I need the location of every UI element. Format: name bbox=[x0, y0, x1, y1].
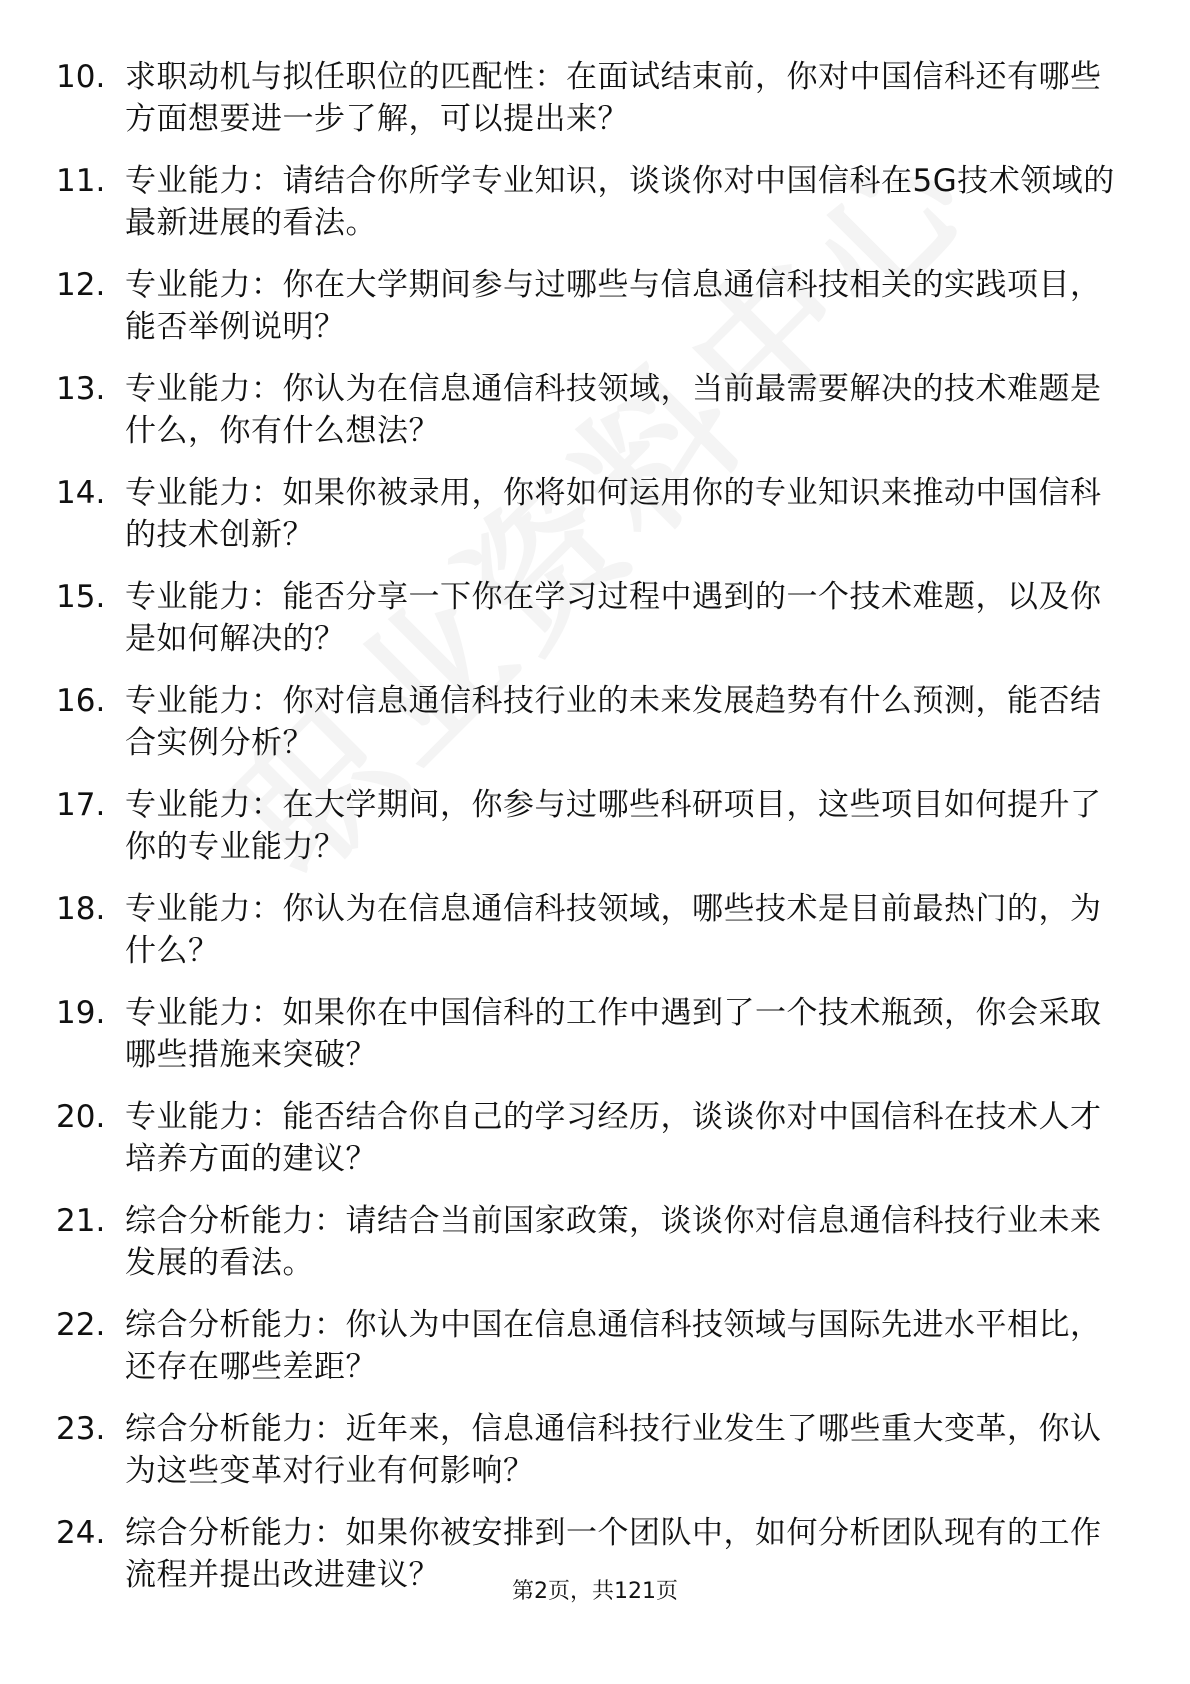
question-item bbox=[0, 888, 1190, 992]
question-item bbox=[0, 1408, 1190, 1512]
question-text: 综合分析能力：如果你被安排到一个团队中，如何分析团队现有的工作流程并提出改进建议？ bbox=[125, 1515, 1102, 1593]
question-text: 专业能力：你在大学期间参与过哪些与信息通信科技相关的实践项目，能否举例说明？ bbox=[125, 267, 1102, 345]
question-number: 22. bbox=[56, 1307, 106, 1343]
question-number: 13. bbox=[56, 371, 106, 407]
question-text: 专业能力：能否分享一下你在学习过程中遇到的一个技术难题，以及你是如何解决的？ bbox=[125, 579, 1102, 657]
page-footer: 第2页，共121页 bbox=[512, 1579, 678, 1604]
question-number: 12. bbox=[56, 267, 106, 303]
question-text: 专业能力：如果你在中国信科的工作中遇到了一个技术瓶颈，你会采取哪些措施来突破？ bbox=[125, 995, 1102, 1073]
question-number: 11. bbox=[56, 163, 106, 199]
question-item bbox=[0, 264, 1190, 368]
question-item bbox=[0, 472, 1190, 576]
question-item bbox=[0, 56, 1190, 160]
question-item bbox=[0, 368, 1190, 472]
question-item bbox=[0, 160, 1190, 264]
question-item bbox=[0, 1200, 1190, 1304]
question-text: 专业能力：你认为在信息通信科技领域，当前最需要解决的技术难题是什么，你有什么想法？ bbox=[125, 371, 1102, 449]
question-text: 综合分析能力：近年来，信息通信科技行业发生了哪些重大变革，你认为这些变革对行业有何影响？ bbox=[125, 1411, 1102, 1489]
question-item bbox=[0, 576, 1190, 680]
question-item bbox=[0, 992, 1190, 1096]
question-item bbox=[0, 784, 1190, 888]
question-list bbox=[0, 56, 1190, 1616]
question-number: 23. bbox=[56, 1411, 106, 1447]
question-text: 专业能力：能否结合你自己的学习经历，谈谈你对中国信科在技术人才培养方面的建议？ bbox=[125, 1099, 1102, 1177]
question-text: 专业能力：请结合你所学专业知识，谈谈你对中国信科在5G技术领域的最新进展的看法。 bbox=[125, 163, 1115, 241]
question-text: 综合分析能力：你认为中国在信息通信科技领域与国际先进水平相比，还存在哪些差距？ bbox=[125, 1307, 1102, 1385]
question-text: 求职动机与拟任职位的匹配性：在面试结束前，你对中国信科还有哪些方面想要进一步了解，可以提出来？ bbox=[125, 59, 1102, 137]
question-number: 15. bbox=[56, 579, 106, 615]
question-text: 专业能力：在大学期间，你参与过哪些科研项目，这些项目如何提升了你的专业能力？ bbox=[125, 787, 1102, 865]
question-number: 10. bbox=[56, 59, 106, 95]
question-item bbox=[0, 1096, 1190, 1200]
question-text: 专业能力：你对信息通信科技行业的未来发展趋势有什么预测，能否结合实例分析？ bbox=[125, 683, 1102, 761]
question-number: 14. bbox=[56, 475, 106, 511]
question-text: 综合分析能力：请结合当前国家政策，谈谈你对信息通信科技行业未来发展的看法。 bbox=[125, 1203, 1102, 1281]
question-text: 专业能力：你认为在信息通信科技领域，哪些技术是目前最热门的，为什么？ bbox=[125, 891, 1102, 969]
question-number: 19. bbox=[56, 995, 106, 1031]
question-number: 21. bbox=[56, 1203, 106, 1239]
question-number: 18. bbox=[56, 891, 106, 927]
question-number: 16. bbox=[56, 683, 106, 719]
question-number: 17. bbox=[56, 787, 106, 823]
question-text: 专业能力：如果你被录用，你将如何运用你的专业知识来推动中国信科的技术创新？ bbox=[125, 475, 1102, 553]
question-item bbox=[0, 680, 1190, 784]
question-number: 20. bbox=[56, 1099, 106, 1135]
question-number: 24. bbox=[56, 1515, 106, 1551]
question-item bbox=[0, 1304, 1190, 1408]
